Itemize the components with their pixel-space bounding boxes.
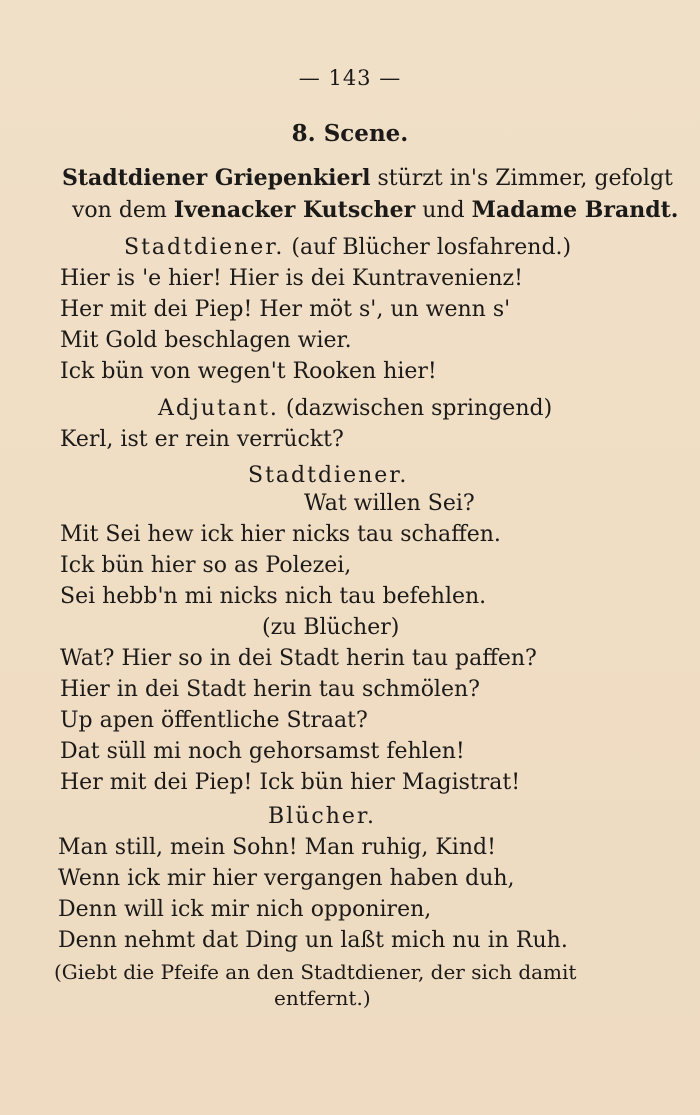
- verse-line: Wenn ick mir hier vergangen haben duh,: [58, 866, 515, 891]
- stage-note: (zu Blücher): [262, 615, 400, 640]
- verse-line: Her mit dei Piep! Ick bün hier Magistrat!: [60, 770, 521, 795]
- stage-note: (dazwischen springend): [285, 396, 553, 421]
- verse-line: Wat willen Sei?: [304, 491, 475, 516]
- stage-direction-intro-2: [72, 196, 678, 225]
- page-number: — 143 —: [298, 66, 402, 90]
- scene-title: 8. Scene.: [291, 120, 409, 147]
- character-name: Ivenacker Kutscher: [173, 197, 416, 223]
- verse-line: Man still, mein Sohn! Man ruhig, Kind!: [58, 835, 496, 860]
- character-name: Stadtdiener Griepenkierl: [62, 165, 371, 191]
- speaker-name: Stadtdiener.: [248, 463, 409, 488]
- verse-line: Kerl, ist er rein verrückt?: [60, 427, 344, 452]
- speaker-name: Adjutant.: [158, 396, 279, 421]
- stage-direction-intro-1: [62, 164, 673, 193]
- stage-text: von dem: [72, 198, 167, 223]
- verse-line: Mit Sei hew ick hier nicks tau schaffen.: [60, 522, 501, 547]
- verse-line: Denn nehmt dat Ding un laßt mich nu in Ruh.: [58, 928, 568, 953]
- verse-line: Hier is 'e hier! Hier is dei Kuntravenienz!: [60, 266, 523, 291]
- verse-line: Hier in dei Stadt herin tau schmölen?: [60, 677, 480, 702]
- stage-note: (auf Blücher losfahrend.): [291, 235, 572, 260]
- speaker-name: Stadtdiener.: [124, 235, 285, 260]
- stage-direction: (Giebt die Pfeife an den Stadtdiener, der sich damit: [54, 960, 577, 984]
- stage-direction: entfernt.): [274, 986, 371, 1010]
- verse-line: Mit Gold beschlagen wier.: [60, 328, 352, 353]
- stage-text: und: [422, 198, 465, 223]
- speaker-name: Blücher.: [268, 804, 376, 829]
- speaker-line: [124, 234, 571, 262]
- verse-line: Denn will ick mir nich opponiren,: [58, 897, 432, 922]
- verse-line: Wat? Hier so in dei Stadt herin tau paffen?: [60, 646, 537, 671]
- character-name: Madame Brandt.: [471, 197, 679, 223]
- verse-line: Ick bün von wegen't Rooken hier!: [60, 359, 437, 384]
- verse-line: Up apen öffentliche Straat?: [60, 708, 368, 733]
- speaker-line: [158, 395, 552, 423]
- stage-text: stürzt in's Zimmer, gefolgt: [377, 166, 673, 191]
- verse-line: Ick bün hier so as Polezei,: [60, 553, 352, 578]
- verse-line: Her mit dei Piep! Her möt s', un wenn s': [60, 297, 511, 322]
- verse-line: Dat süll mi noch gehorsamst fehlen!: [60, 739, 465, 764]
- verse-line: Sei hebb'n mi nicks nich tau befehlen.: [60, 584, 487, 609]
